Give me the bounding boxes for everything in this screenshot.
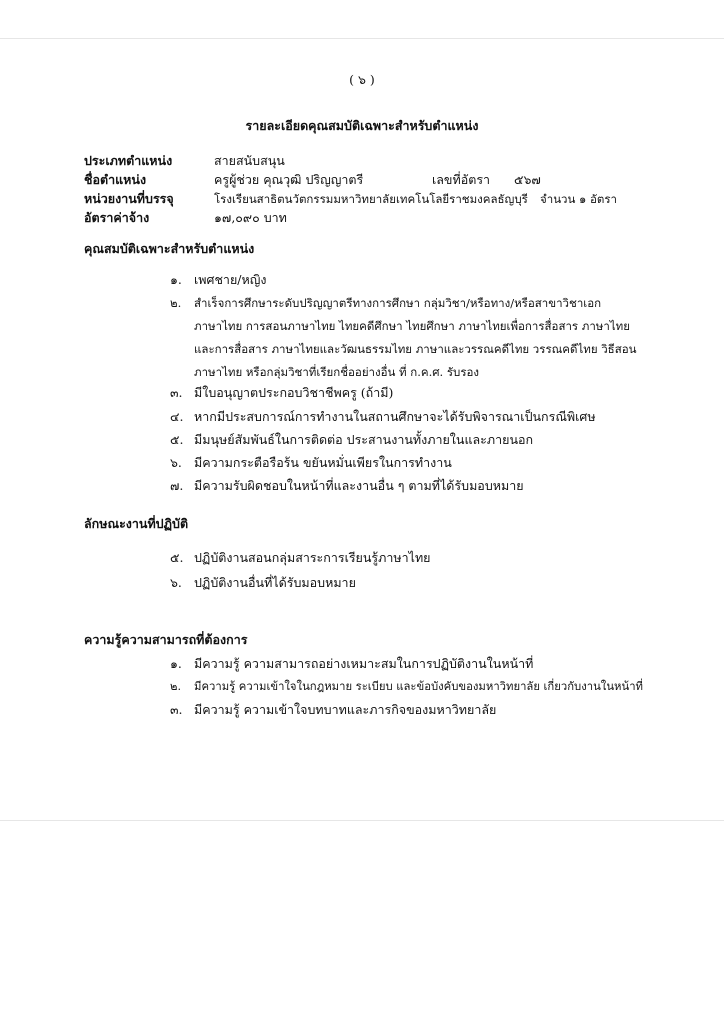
list-number: ๑.	[170, 656, 182, 671]
position-count: จำนวน ๑ อัตรา	[540, 192, 617, 206]
list-text: มีความรับผิดชอบในหน้าที่และงานอื่น ๆ ตามที่ได้รับมอบหมาย	[194, 478, 524, 493]
list-item	[170, 385, 393, 401]
list-item	[170, 550, 431, 566]
list-text: ปฏิบัติงานอื่นที่ได้รับมอบหมาย	[194, 575, 356, 590]
duties-heading: ลักษณะงานที่ปฏิบัติ	[84, 516, 189, 531]
list-item	[170, 409, 596, 425]
unit-label: หน่วยงานที่บรรจุ	[84, 191, 174, 206]
list-text-continuation: ภาษาไทย การสอนภาษาไทย ไทยคดีศึกษา ไทยศึกษา ภาษาไทยเพื่อการสื่อสาร ภาษาไทย	[194, 319, 630, 333]
scan-artifact-line	[0, 38, 724, 39]
list-item	[170, 656, 533, 672]
list-text-continuation: และการสื่อสาร ภาษาไทยและวัฒนธรรมไทย ภาษาและวรรณคดีไทย วรรณคดีไทย วิธีสอน	[194, 342, 637, 356]
list-text: มีใบอนุญาตประกอบวิชาชีพครู (ถ้ามี)	[194, 385, 394, 400]
unit-value: โรงเรียนสาธิตนวัตกรรมมหาวิทยาลัยเทคโนโลยีราชมงคลธัญบุรี	[214, 192, 528, 206]
list-item	[170, 455, 452, 471]
page-number: ( ๖ )	[349, 72, 375, 87]
list-item	[170, 295, 601, 311]
list-text: มีความรู้ ความเข้าใจบทบาทและภารกิจของมหาวิทยาลัย	[194, 702, 497, 717]
list-text: มีมนุษย์สัมพันธ์ในการติดต่อ ประสานงานทั้งภายในและภายนอก	[194, 432, 534, 447]
list-text: หากมีประสบการณ์การทำงานในสถานศึกษาจะได้รับพิจารณาเป็นกรณีพิเศษ	[194, 409, 596, 424]
list-number: ๖.	[170, 575, 182, 590]
list-text-continuation: ภาษาไทย หรือกลุ่มวิชาที่เรียกชื่ออย่างอื่น ที่ ก.ค.ศ. รับรอง	[194, 365, 480, 379]
type-value: สายสนับสนุน	[214, 153, 285, 168]
list-item	[170, 679, 643, 695]
list-number: ๒.	[170, 680, 182, 693]
qualifications-heading: คุณสมบัติเฉพาะสำหรับตำแหน่ง	[84, 241, 255, 256]
salary-label: อัตราค่าจ้าง	[84, 210, 150, 225]
list-item	[170, 478, 524, 494]
list-number: ๕.	[170, 432, 184, 447]
type-label: ประเภทตำแหน่ง	[84, 153, 173, 168]
list-text: สำเร็จการศึกษาระดับปริญญาตรีทางการศึกษา กลุ่มวิชา/หรือทาง/หรือสาขาวิชาเอก	[194, 296, 602, 310]
scan-artifact-line	[0, 820, 724, 821]
list-number: ๒.	[170, 296, 182, 310]
list-number: ๖.	[170, 455, 182, 470]
list-text: มีความรู้ ความสามารถอย่างเหมาะสมในการปฏิบัติงานในหน้าที่	[194, 656, 534, 671]
list-item	[170, 702, 496, 718]
list-item	[170, 272, 266, 288]
list-text: มีความรู้ ความเข้าใจในกฎหมาย ระเบียบ และข้อบังคับของมหาวิทยาลัย เกี่ยวกับงานในหน้าที่	[194, 680, 644, 693]
list-item	[170, 575, 356, 591]
rate-number-label: เลขที่อัตรา	[432, 172, 491, 187]
list-number: ๔.	[170, 409, 184, 424]
list-number: ๓.	[170, 385, 183, 400]
page-title: รายละเอียดคุณสมบัติเฉพาะสำหรับตำแหน่ง	[245, 118, 479, 133]
list-number: ๑.	[170, 272, 182, 287]
list-text: มีความกระตือรือร้น ขยันหมั่นเพียรในการทำงาน	[194, 455, 452, 470]
rate-number-value: ๕๖๗	[514, 172, 541, 187]
list-text: เพศชาย/หญิง	[194, 272, 267, 287]
list-item	[170, 432, 533, 448]
position-label: ชื่อตำแหน่ง	[84, 172, 147, 187]
position-value: ครูผู้ช่วย คุณวุฒิ ปริญญาตรี	[214, 172, 364, 187]
list-number: ๓.	[170, 702, 183, 717]
list-number: ๕.	[170, 550, 184, 565]
knowledge-heading: ความรู้ความสามารถที่ต้องการ	[84, 632, 248, 647]
list-text: ปฏิบัติงานสอนกลุ่มสาระการเรียนรู้ภาษาไทย	[194, 550, 431, 565]
list-number: ๗.	[170, 478, 184, 493]
salary-value: ๑๗,๐๙๐ บาท	[214, 210, 287, 225]
